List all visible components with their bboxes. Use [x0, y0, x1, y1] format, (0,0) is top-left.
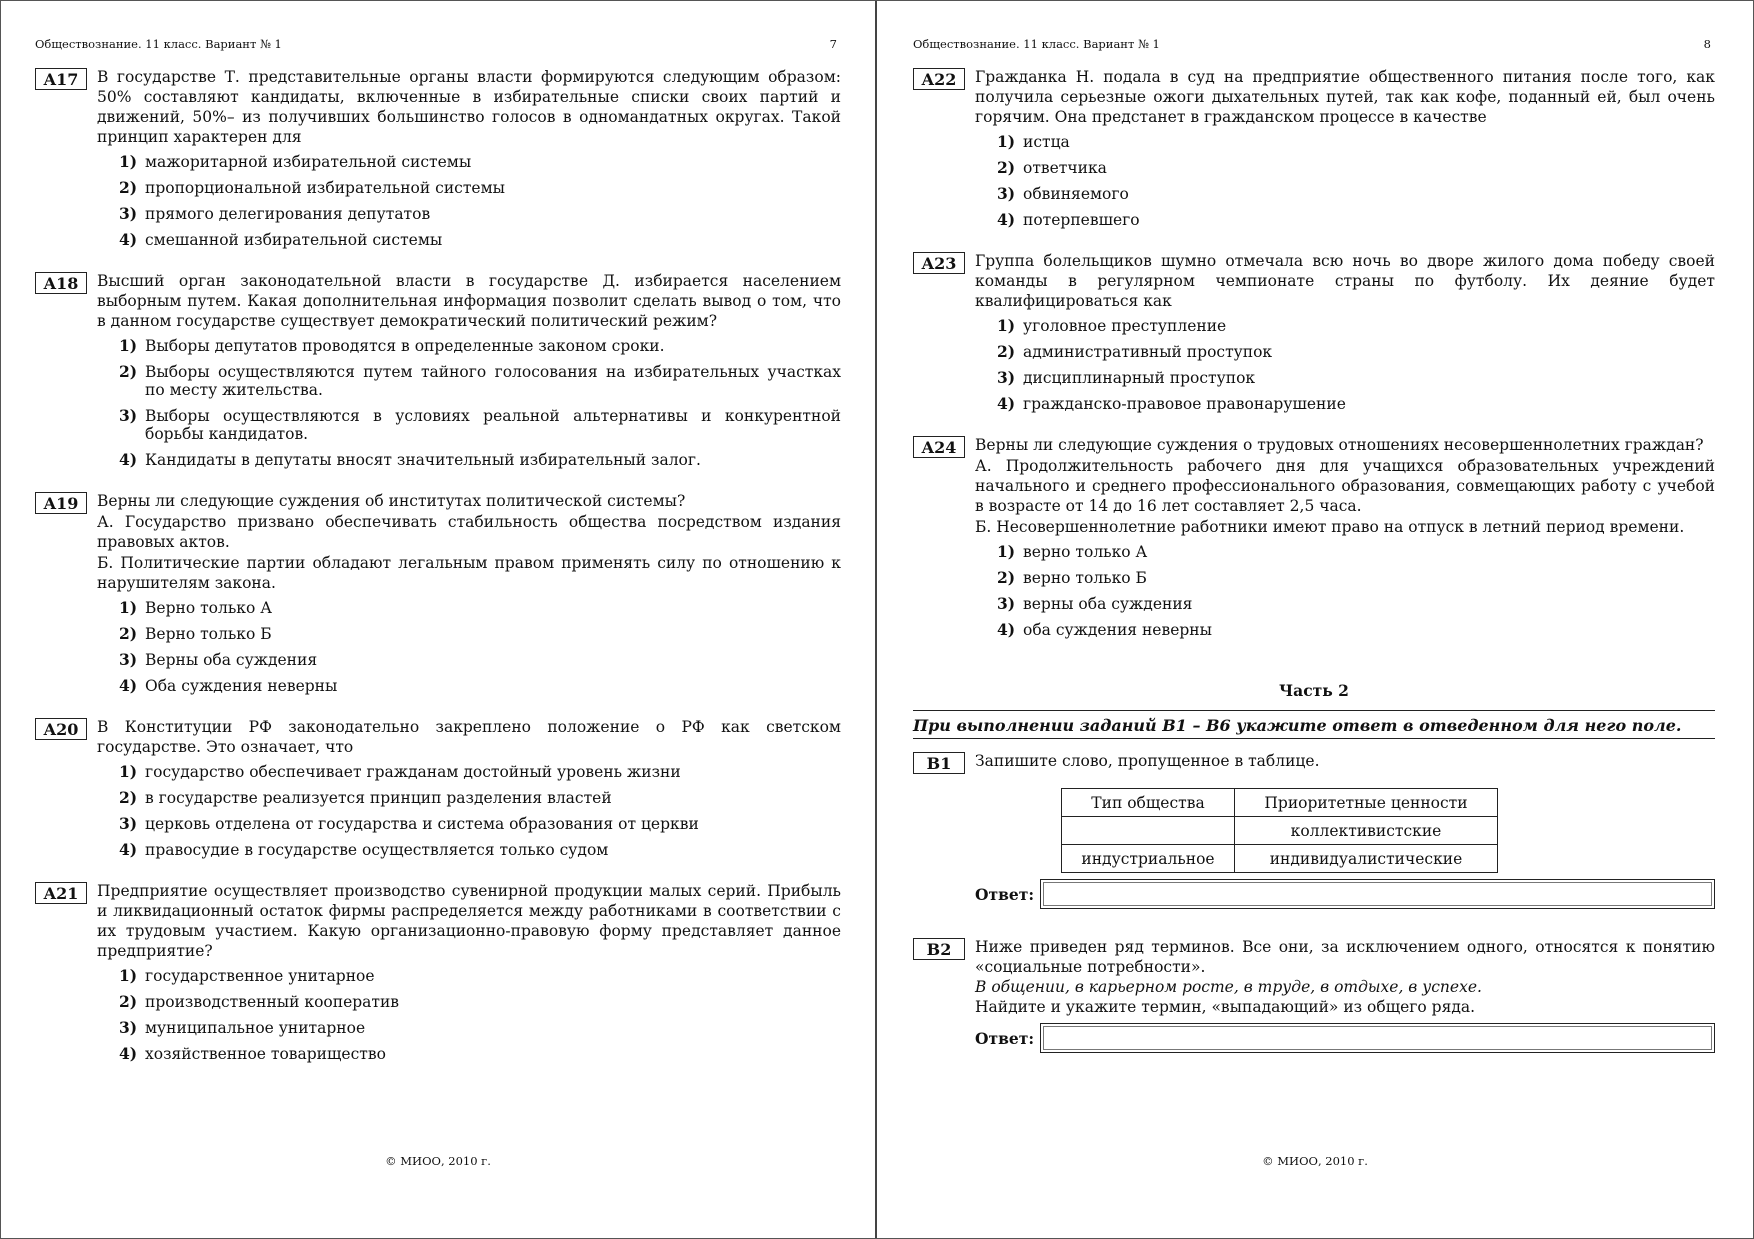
answer-option: 4) смешанной избирательной системы	[119, 230, 443, 249]
answer-option: 2) производственный кооператив	[119, 992, 400, 1011]
page-footer: © МИОО, 2010 г.	[1262, 1154, 1368, 1168]
part-instruction: При выполнении заданий В1 – В6 укажите ответ в отведенном для него поле.	[913, 710, 1715, 739]
table-header: Тип общества	[1062, 789, 1235, 817]
task-label: B1	[913, 752, 965, 774]
task-a19	[35, 491, 841, 703]
header-title: Обществознание. 11 класс. Вариант № 1	[35, 37, 282, 51]
answer-option: 1) Верно только А	[119, 598, 272, 617]
answer-option: 3) Выборы осуществляются в условиях реальной альтернативы и конкурентной борьбы кандидатов.	[119, 406, 841, 443]
statement-b: Б. Политические партии обладают легальным правом применять силу по отношению к нарушителям закона.	[97, 554, 841, 592]
answer-option: 4) оба суждения неверны	[997, 620, 1212, 639]
table-header: Приоритетные ценности	[1235, 789, 1498, 817]
question-text: В государстве Т. представительные органы власти формируются следующим образом: 50% составляют кандидаты, включенные в избирательные списки своих партий и движений, 50%– из получивших большинство голосов в одномандатных округах. Такой принцип характерен для	[97, 68, 841, 146]
answer-option: 4) Кандидаты в депутаты вносят значительный избирательный залог.	[119, 450, 701, 469]
answer-option: 4) потерпевшего	[997, 210, 1140, 229]
answer-option: 4) гражданско-правовое правонарушение	[997, 394, 1346, 413]
answer-option: 3) муниципальное унитарное	[119, 1018, 366, 1037]
answer-option: 4) правосудие в государстве осуществляется только судом	[119, 840, 609, 859]
answer-option: 4) хозяйственное товарищество	[119, 1044, 386, 1063]
question-text: Предприятие осуществляет производство сувенирной продукции малых серий. Прибыль и ликвидационный остаток фирмы распределяется между работниками в соответствии с их трудовым участием. Какую организационно-правовую форму представляет данное предприятие?	[97, 882, 841, 960]
task-a17	[35, 67, 841, 257]
answer-option: 1) государственное унитарное	[119, 966, 375, 985]
task-label: B2	[913, 938, 965, 960]
task-label: A24	[913, 436, 965, 458]
table-cell: индустриальное	[1062, 845, 1235, 873]
answer-option: 1) мажоритарной избирательной системы	[119, 152, 472, 171]
answer-field-b2[interactable]	[1040, 1023, 1715, 1053]
answer-option: 1) истца	[997, 132, 1070, 151]
table-header-row	[1062, 789, 1498, 817]
answer-option: 1) верно только А	[997, 542, 1148, 561]
page-number: 7	[829, 37, 837, 51]
page-footer: © МИОО, 2010 г.	[385, 1154, 491, 1168]
question-text: Верны ли следующие суждения об институтах политической системы?	[97, 492, 686, 510]
task-label: A21	[35, 882, 87, 904]
answer-option: 3) дисциплинарный проступок	[997, 368, 1256, 387]
page-header	[35, 37, 841, 51]
answer-option: 2) верно только Б	[997, 568, 1147, 587]
part-title: Часть 2	[1279, 681, 1349, 700]
answer-label: Ответ:	[975, 884, 1035, 904]
answer-option: 2) в государстве реализуется принцип разделения властей	[119, 788, 612, 807]
answer-option: 2) пропорциональной избирательной системы	[119, 178, 505, 197]
question-text: Запишите слово, пропущенное в таблице.	[975, 752, 1320, 770]
statement-a: А. Государство призвано обеспечивать стабильность общества посредством издания правовых актов.	[97, 513, 841, 551]
table-row	[1062, 817, 1498, 845]
answer-option: 3) верны оба суждения	[997, 594, 1193, 613]
answer-option: 2) ответчика	[997, 158, 1107, 177]
table-cell-blank	[1062, 817, 1235, 845]
question-text: Верны ли следующие суждения о трудовых отношениях несовершеннолетних граждан?	[975, 436, 1704, 454]
task-a22	[913, 67, 1715, 237]
page-right	[877, 1, 1753, 1238]
task-a24	[913, 435, 1715, 647]
answer-option: 3) прямого делегирования депутатов	[119, 204, 431, 223]
question-text: Высший орган законодательной власти в государстве Д. избирается населением выборным путем. Какая дополнительная информация позволит сделать вывод о том, что в данном государстве существует демократический политический режим?	[97, 272, 841, 330]
question-text: Группа болельщиков шумно отмечала всю ночь во дворе жилого дома победу своей команды в регулярном чемпионате страны по футболу. Их деяние будет квалифицироваться как	[975, 252, 1715, 310]
answer-option: 3) обвиняемого	[997, 184, 1129, 203]
society-table	[1061, 788, 1498, 873]
answer-option: 2) Верно только Б	[119, 624, 272, 643]
task-label: A20	[35, 718, 87, 740]
answer-option: 2) Выборы осуществляются путем тайного голосования на избирательных участках по месту жительства.	[119, 362, 841, 399]
answer-option: 4) Оба суждения неверны	[119, 676, 338, 695]
table-row	[1062, 845, 1498, 873]
terms-list: В общении, в карьерном росте, в труде, в отдыхе, в успехе.	[975, 978, 1482, 996]
task-label: A19	[35, 492, 87, 514]
task-label: A17	[35, 68, 87, 90]
task-label: A23	[913, 252, 965, 274]
page-header	[913, 37, 1715, 51]
answer-option: 1) государство обеспечивает гражданам достойный уровень жизни	[119, 762, 681, 781]
answer-option: 1) Выборы депутатов проводятся в определенные законом сроки.	[119, 336, 665, 355]
task-a18	[35, 271, 841, 477]
task-b2	[913, 937, 1715, 1017]
question-text: В Конституции РФ законодательно закреплено положение о РФ как светском государстве. Это означает, что	[97, 718, 841, 756]
task-a20	[35, 717, 841, 867]
answer-row-b1	[975, 879, 1715, 909]
task-label: A22	[913, 68, 965, 90]
answer-option: 3) церковь отделена от государства и система образования от церкви	[119, 814, 699, 833]
table-cell: индивидуалистические	[1235, 845, 1498, 873]
question-text: Ниже приведен ряд терминов. Все они, за исключением одного, относятся к понятию «социальные потребности».	[975, 938, 1715, 976]
page-number: 8	[1703, 37, 1711, 51]
statement-a: А. Продолжительность рабочего дня для учащихся образовательных учреждений начального и среднего профессионального образования, совмещающих работу с учебой в возрасте от 14 до 16 лет составляет 2,5 часа.	[975, 457, 1715, 515]
task-a21	[35, 881, 841, 1071]
answer-option: 1) уголовное преступление	[997, 316, 1227, 335]
statement-b: Б. Несовершеннолетние работники имеют право на отпуск в летний период времени.	[975, 518, 1685, 536]
answer-field-b1[interactable]	[1040, 879, 1715, 909]
answer-option: 2) административный проступок	[997, 342, 1273, 361]
header-title: Обществознание. 11 класс. Вариант № 1	[913, 37, 1160, 51]
task-b1	[913, 751, 1715, 774]
question-prompt: Найдите и укажите термин, «выпадающий» из общего ряда.	[975, 998, 1476, 1016]
page-left	[1, 1, 877, 1238]
answer-label: Ответ:	[975, 1028, 1035, 1048]
question-text: Гражданка Н. подала в суд на предприятие общественного питания после того, как получила серьезные ожоги дыхательных путей, так как кофе, поданный ей, был очень горячим. Она предстанет в гражданском процессе в качестве	[975, 68, 1715, 126]
answer-row-b2	[975, 1023, 1715, 1053]
table-cell: коллективистские	[1235, 817, 1498, 845]
task-label: A18	[35, 272, 87, 294]
answer-option: 3) Верны оба суждения	[119, 650, 318, 669]
task-a23	[913, 251, 1715, 421]
